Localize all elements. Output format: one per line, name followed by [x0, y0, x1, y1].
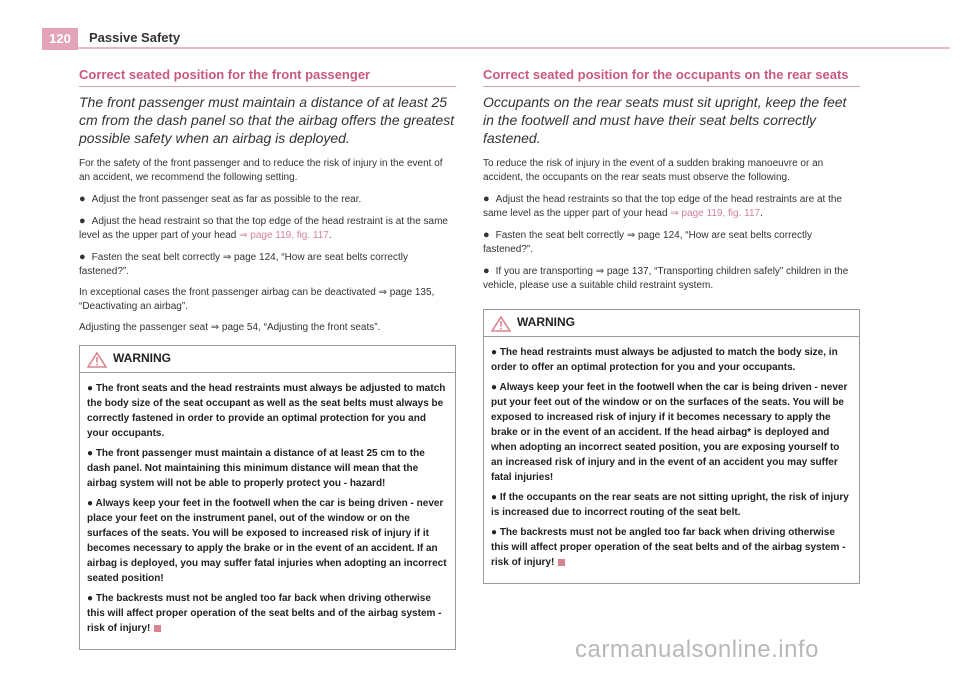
page-link[interactable]: ⇒ page 119, fig. 117: [670, 208, 761, 219]
warning-item: ● The front passenger must maintain a distance of at least 25 cm to the dash panel. Not maintaining this minimum distance will mean that the airbag system will not be able to properly protect you - hazard!: [87, 448, 425, 489]
warning-item: ● The backrests must not be angled too far back when driving otherwise this will affect proper operation of the seat belts and of the airbag system - risk of injury!: [491, 527, 846, 568]
bullet-icon: ●: [79, 215, 86, 227]
right-bullet-1: ● Adjust the head restraints so that the top edge of the head restraints are at the same level as the upper part of your head ⇒ page 119, fig. 117.: [483, 193, 842, 219]
warning-item: ● The head restraints must always be adjusted to match the body size, in order to offer an optimal protection for you and your occupants.: [491, 347, 838, 373]
left-bullet-2: ● Adjust the head restraint so that the top edge of the head restraint is at the same level as the upper part of your head ⇒ page 119, fig. 117.: [79, 215, 448, 241]
left-warning-box: [79, 345, 456, 650]
warning-item: ● Always keep your feet in the footwell when the car is being driven - never place your feet on the instrument panel, out of the window or on the surfaces of the seats. You will be exposed to increased risk of injury if it becomes necessary to apply the brake or in the event of an accident. If an airbag is deployed, you may suffer fatal injuries when adopting an incorrect seated position!: [87, 498, 447, 584]
section-title: Passive Safety: [89, 30, 181, 45]
right-intro: Occupants on the rear seats must sit upright, keep the feet in the footwell and must have their seat belts correctly fastened.: [483, 94, 847, 146]
warning-triangle-icon: [87, 352, 107, 368]
warning-item: ● If the occupants on the rear seats are not sitting upright, the risk of injury is increased due to incorrect routing of the seat belt.: [491, 492, 849, 518]
right-column: [483, 67, 860, 584]
right-warning-box: [483, 309, 860, 584]
left-column: [79, 67, 456, 650]
warning-header: [80, 346, 455, 373]
bullet-icon: ●: [483, 193, 490, 205]
bullet-icon: ●: [79, 193, 86, 205]
warning-item: ● Always keep your feet in the footwell when the car is being driven - never put your feet out of the window or on the surfaces of the seats. You will be exposed to increased risk of injury if it becomes necessary to apply the brake or in the event of an accident. If the head airbag* is deployed and when adopting an incorrect seated position, you are exposing yourself to an increased risk of injury and in the event of an accident you may suffer fatal injuries!: [491, 382, 848, 483]
end-mark-icon: [558, 559, 565, 566]
watermark: carmanualsonline.info: [575, 636, 819, 663]
end-mark-icon: [154, 625, 161, 632]
page-link[interactable]: ⇒ page 119, fig. 117: [239, 230, 329, 241]
bullet-icon: ●: [483, 229, 490, 241]
left-para1: For the safety of the front passenger and to reduce the risk of injury in the event of an accident, we recommend the following setting.: [79, 158, 443, 183]
left-para3: Adjusting the passenger seat ⇒ page 54, “Adjusting the front seats”.: [79, 322, 381, 333]
left-para2: In exceptional cases the front passenger airbag can be deactivated ⇒ page 135, “Deactivating an airbag”.: [79, 287, 435, 312]
left-intro: The front passenger must maintain a distance of at least 25 cm from the dash panel so that the airbag offers the greatest possible safety when an airbag is deployed.: [79, 94, 455, 146]
bullet-icon: ●: [483, 265, 490, 277]
right-para1: To reduce the risk of injury in the event of a sudden braking manoeuvre or an accident, the occupants on the rear seats must observe the following.: [483, 158, 824, 183]
left-bullet-1: ● Adjust the front passenger seat as far as possible to the rear.: [79, 193, 362, 205]
left-heading: Correct seated position for the front passenger: [79, 67, 456, 87]
right-heading: Correct seated position for the occupants on the rear seats: [483, 67, 860, 87]
page-header: [42, 28, 950, 50]
warning-item: ● The backrests must not be angled too far back when driving otherwise this will affect proper operation of the seat belts and of the airbag system - risk of injury!: [87, 593, 442, 634]
warning-item: ● The front seats and the head restraints must always be adjusted to match the body size of the seat occupant as well as the seat belts must always be correctly fastened in order to provide an optimal protection for you and your occupants.: [87, 383, 446, 439]
left-bullet-3: ● Fasten the seat belt correctly ⇒ page 124, “How are seat belts correctly fastened?”.: [79, 251, 408, 277]
warning-title: WARNING: [113, 351, 171, 365]
header-rule: [78, 47, 950, 49]
right-bullet-3: ● If you are transporting ⇒ page 137, “Transporting children safely” children in the vehicle, please use a suitable child restraint system.: [483, 265, 849, 291]
right-bullet-2: ● Fasten the seat belt correctly ⇒ page 124, “How are seat belts correctly fastened?”.: [483, 229, 812, 255]
warning-header: [484, 310, 859, 337]
bullet-icon: ●: [79, 251, 86, 263]
warning-title: WARNING: [517, 315, 575, 329]
warning-triangle-icon: [491, 316, 511, 332]
page-number: 120: [42, 28, 78, 50]
